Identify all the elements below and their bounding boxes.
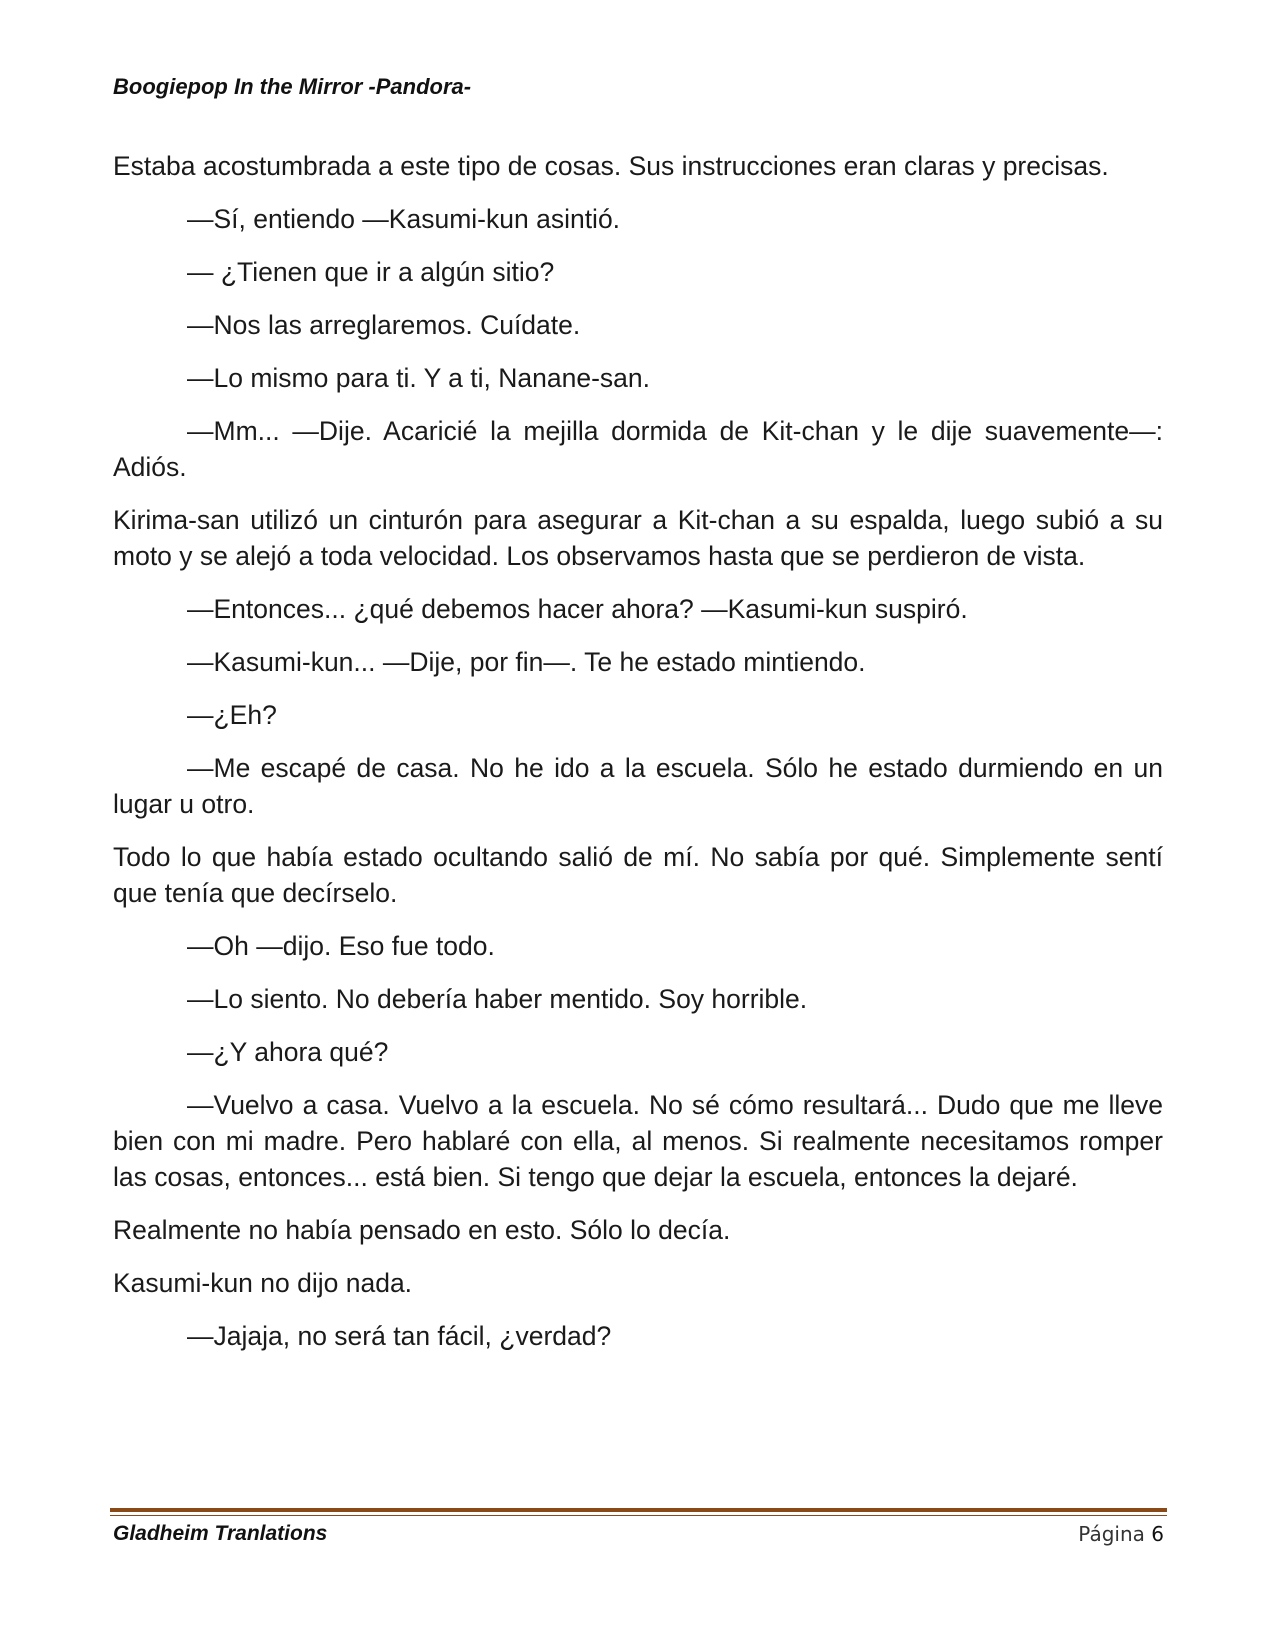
- paragraph: Estaba acostumbrada a este tipo de cosas. Sus instrucciones eran claras y precisas.: [113, 151, 1109, 181]
- paragraph: —Jajaja, no será tan fácil, ¿verdad?: [187, 1321, 612, 1351]
- paragraph: —Vuelvo a casa. Vuelvo a la escuela. No sé cómo resultará... Dudo que me lleve bien con mi madre. Pero hablaré con ella, al menos. Si realmente necesitamos romper las cosas, entonces... está bien. Si tengo que dejar la escuela, entonces la dejaré.: [113, 1090, 1163, 1192]
- paragraph: —Oh —dijo. Eso fue todo.: [187, 931, 495, 961]
- paragraph: —Sí, entiendo —Kasumi-kun asintió.: [187, 204, 621, 234]
- page-label: Página: [1078, 1522, 1145, 1546]
- running-header-title: Boogiepop In the Mirror -Pandora-: [113, 74, 472, 99]
- footer-rule-thin: [110, 1515, 1167, 1516]
- paragraph: —Lo siento. No debería haber mentido. Soy horrible.: [187, 984, 808, 1014]
- paragraph: —Kasumi-kun... —Dije, por fin—. Te he estado mintiendo.: [187, 647, 866, 677]
- page-number-label: [1078, 1522, 1164, 1546]
- footer-credit: Gladheim Tranlations: [113, 1522, 328, 1545]
- body-text: [113, 148, 1163, 1371]
- paragraph: —Nos las arreglaremos. Cuídate.: [187, 310, 581, 340]
- paragraph: Kasumi-kun no dijo nada.: [113, 1268, 413, 1298]
- footer-rule: [110, 1508, 1167, 1512]
- page-number: 6: [1151, 1522, 1164, 1546]
- paragraph: Kirima-san utilizó un cinturón para asegurar a Kit-chan a su espalda, luego subió a su moto y se alejó a toda velocidad. Los observamos hasta que se perdieron de vista.: [113, 505, 1163, 571]
- paragraph: — ¿Tienen que ir a algún sitio?: [187, 257, 555, 287]
- paragraph: —Mm... —Dije. Acaricié la mejilla dormida de Kit-chan y le dije suavemente—: Adiós.: [113, 416, 1163, 482]
- paragraph: —Me escapé de casa. No he ido a la escuela. Sólo he estado durmiendo en un lugar u otro.: [113, 753, 1163, 819]
- paragraph: Realmente no había pensado en esto. Sólo lo decía.: [113, 1215, 731, 1245]
- paragraph: —¿Eh?: [187, 700, 277, 730]
- paragraph: —Lo mismo para ti. Y a ti, Nanane-san.: [187, 363, 650, 393]
- paragraph: Todo lo que había estado ocultando salió de mí. No sabía por qué. Simplemente sentí que tenía que decírselo.: [113, 842, 1163, 908]
- paragraph: —Entonces... ¿qué debemos hacer ahora? —Kasumi-kun suspiró.: [187, 594, 968, 624]
- paragraph: —¿Y ahora qué?: [187, 1037, 389, 1067]
